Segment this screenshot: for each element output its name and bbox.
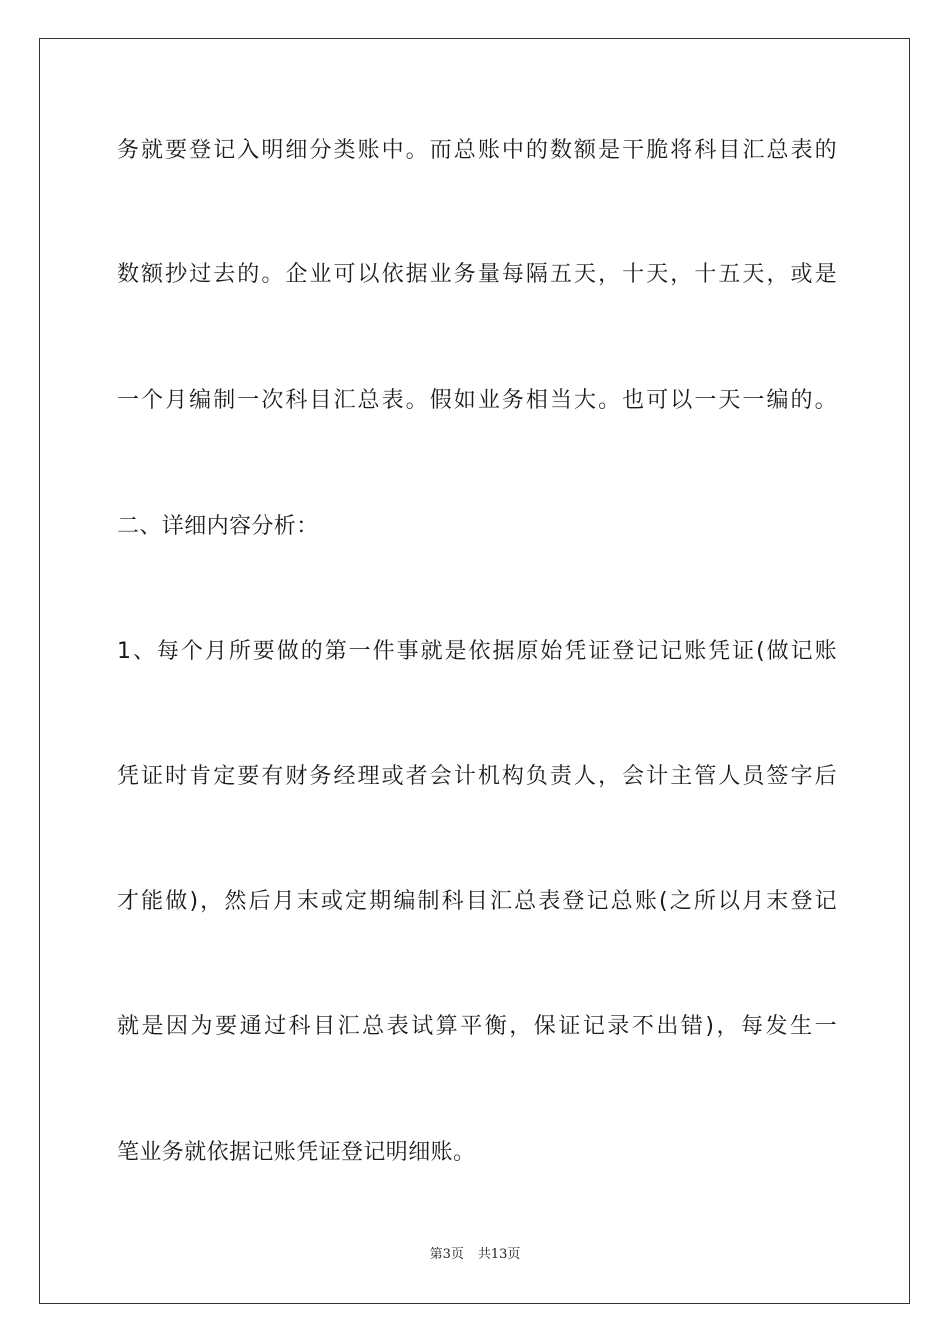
page-footer	[0, 1246, 950, 1264]
page-total: 共13页	[477, 1247, 521, 1262]
page-border	[39, 38, 910, 1304]
body-text-line-1: 务就要登记入明细分类账中。而总账中的数额是干脆将科目汇总表的	[117, 138, 837, 163]
body-text-line-8: 就是因为要通过科目汇总表试算平衡，保证记录不出错)，每发生一	[117, 1014, 837, 1039]
page-number: 第3页	[429, 1247, 464, 1262]
body-text-line-6: 凭证时肯定要有财务经理或者会计机构负责人，会计主管人员签字后	[117, 764, 837, 789]
body-text-line-5: 1、每个月所要做的第一件事就是依据原始凭证登记记账凭证(做记账	[117, 639, 837, 664]
body-text-line-7: 才能做)，然后月末或定期编制科目汇总表登记总账(之所以月末登记	[117, 889, 837, 914]
body-text-line-9: 笔业务就依据记账凭证登记明细账。	[117, 1140, 476, 1165]
body-text-line-2: 数额抄过去的。企业可以依据业务量每隔五天，十天，十五天，或是	[117, 262, 837, 287]
section-heading: 二、详细内容分析：	[117, 514, 319, 539]
body-text-line-3: 一个月编制一次科目汇总表。假如业务相当大。也可以一天一编的。	[117, 388, 837, 413]
